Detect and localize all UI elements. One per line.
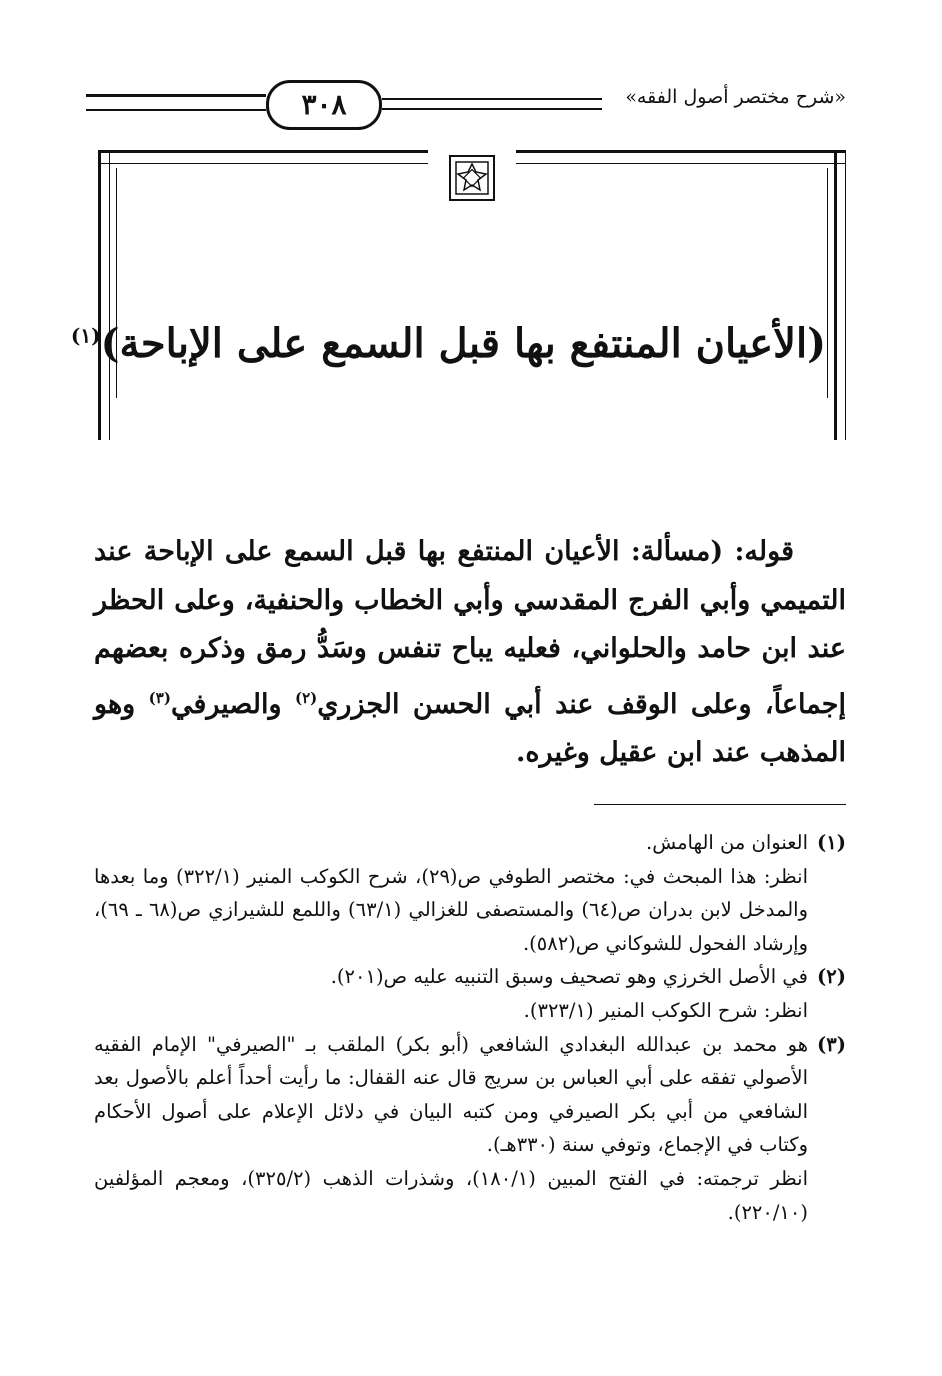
footnote-separator: [594, 804, 846, 805]
frame-border-top-right: [516, 150, 846, 164]
footnote-1: [94, 826, 846, 960]
page-number: ٣٠٨: [266, 80, 382, 130]
frame-inner-line-right: [827, 168, 828, 398]
footnote-line: في الأصل الخرزي وهو تصحيف وسبق التنبيه عليه ص(٢٠١).: [330, 965, 808, 989]
main-text-part-3: وهو المذهب عند ابن عقيل وغيره.: [94, 688, 846, 768]
chapter-title: [70, 320, 826, 367]
main-text-part-2: والصيرفي: [170, 688, 282, 720]
frame-border-left: [98, 150, 110, 440]
chapter-footnote-marker: (١): [70, 323, 101, 348]
footnote-line: هو محمد بن عبدالله البغدادي الشافعي (أبو بكر) الملقب بـ "الصيرفي" الإمام الفقيه الأصولي تفقه على أبي العباس بن سريج قال عنه القفال: ما رأيت أحداً أعلم بالأصول بعد الشافعي من أبي بكر الصيرفي ومن كتبه البيان في دلائل الإعلام على أصول الأحكام وكتاب في الإجماع، وتوفي سنة (٣٣٠هـ).: [94, 1032, 808, 1157]
footnote-marker-2: (٢): [295, 688, 318, 707]
footnote-line: انظر: شرح الكوكب المنير (٣٢٣/١).: [523, 998, 808, 1022]
footnote-marker-3: (٣): [148, 688, 171, 707]
footnotes: [94, 826, 846, 1229]
footnote-number: (١): [817, 831, 846, 854]
chapter-heading-frame: [70, 150, 846, 442]
chapter-title-text: (الأعيان المنتفع بها قبل السمع على الإباحة): [100, 320, 826, 367]
main-paragraph: [94, 528, 846, 778]
header-rule-middle: [382, 98, 602, 110]
frame-border-right: [834, 150, 846, 440]
header-rule-left: [86, 94, 266, 111]
footnote-number: (٣): [817, 1032, 846, 1056]
footnote-line: انظر: هذا المبحث في: مختصر الطوفي ص(٢٩)، شرح الكوكب المنير (٣٢٢/١) وما بعدها والمدخل لابن بدران ص(٦٤) والمستصفى للغزالي (٦٣/١) واللمع للشيرازي ص(٦٨ ـ ٦٩)، وإرشاد الفحول للشوكاني ص(٥٨٢).: [94, 864, 808, 955]
ornament-star-icon: [446, 152, 498, 204]
footnote-2: [94, 960, 846, 1027]
footnote-3: [94, 1028, 846, 1230]
footnote-line: العنوان من الهامش.: [646, 831, 808, 854]
book-title: «شرح مختصر أصول الفقه»: [625, 86, 846, 108]
main-text-part-1: قوله: (مسألة: الأعيان المنتفع بها قبل السمع على الإباحة عند التميمي وأبي الفرج المقدسي وأبي الخطاب والحنفية، وعلى الحظر عند ابن حامد والحلواني، فعليه يباح تنفس وسَدُّ رمق وذكره بعضهم إجماعاً، وعلى الوقف عند أبي الحسن الجزري: [94, 536, 846, 720]
footnote-line: انظر ترجمته: في الفتح المبين (١٨٠/١)، وشذرات الذهب (٣٢٥/٢)، ومعجم المؤلفين (٢٢٠/١٠).: [94, 1166, 808, 1224]
running-head: [86, 80, 846, 130]
footnote-number: (٢): [817, 965, 846, 989]
frame-border-top-left: [98, 150, 428, 164]
